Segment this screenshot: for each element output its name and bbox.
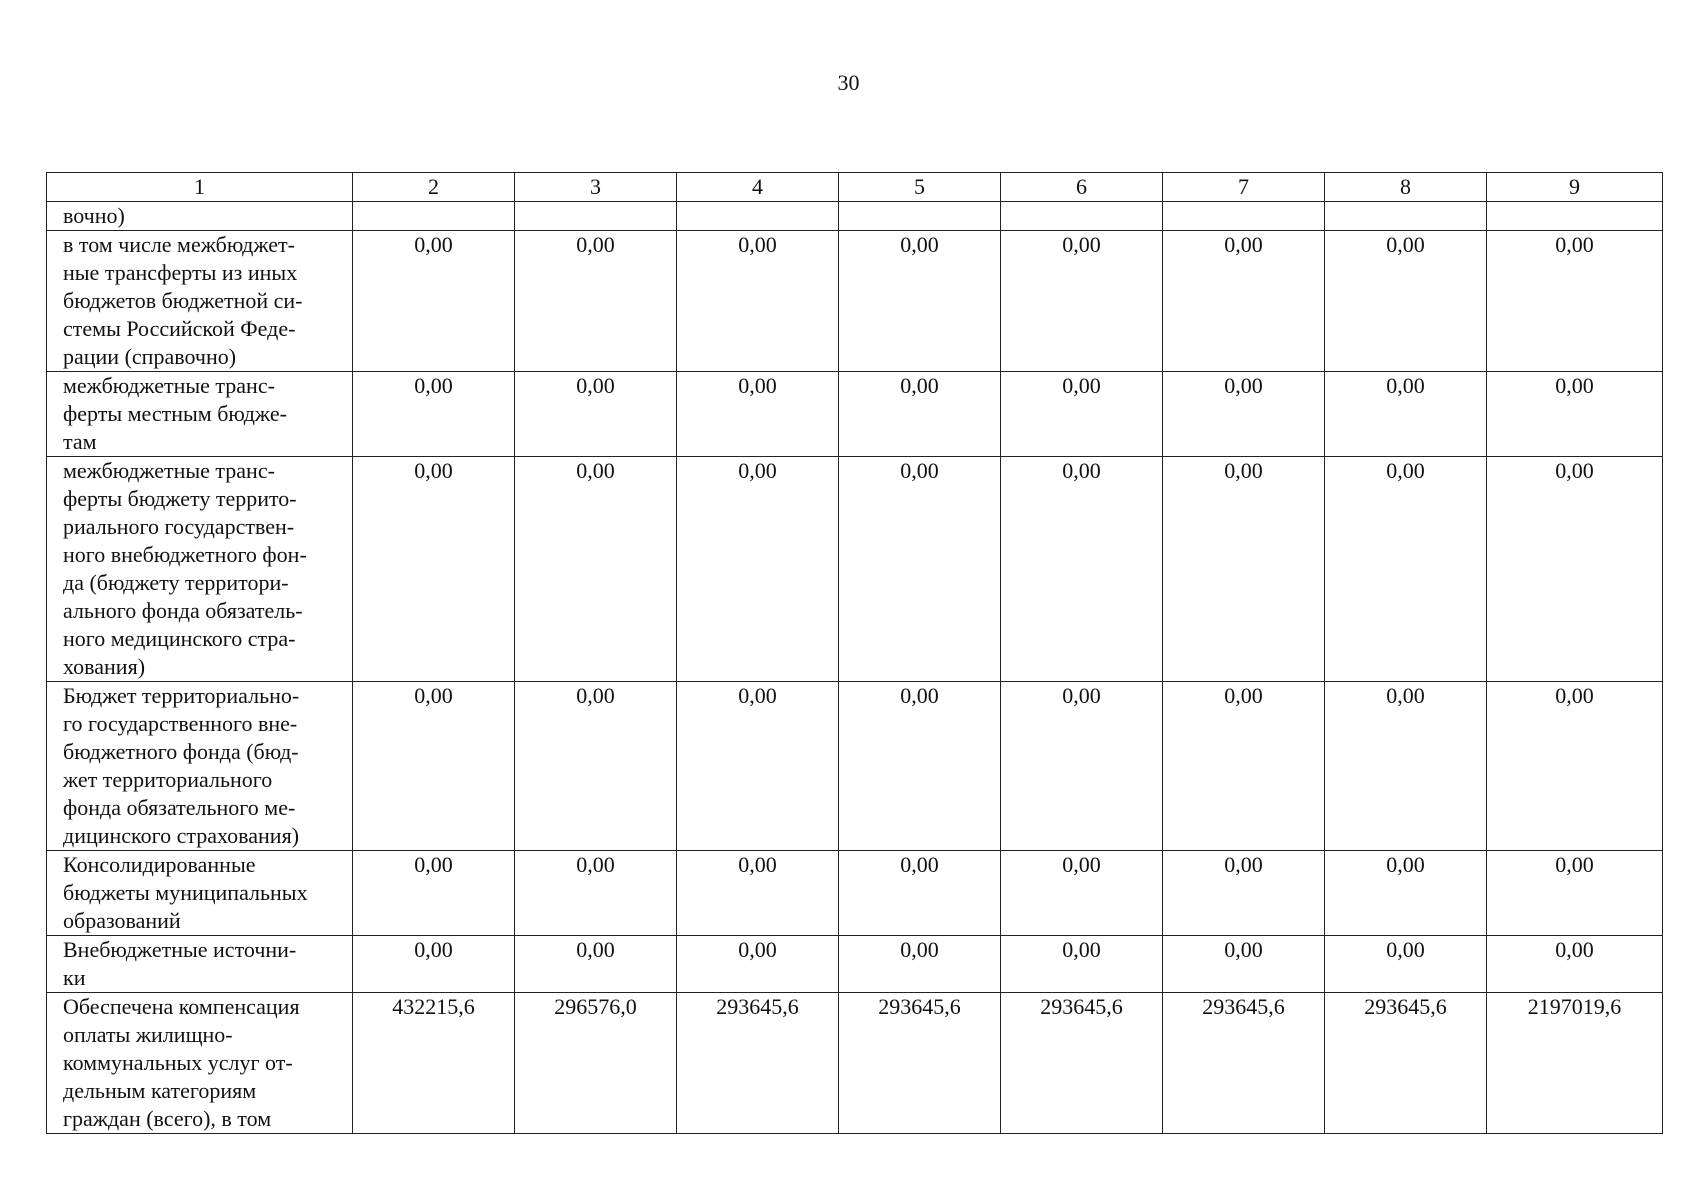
value-cell [839,202,1001,231]
table-row [47,231,1663,372]
value-cell: 0,00 [1001,682,1163,851]
value-cell: 0,00 [677,372,839,457]
table-header-row [47,173,1663,202]
value-cell: 0,00 [515,851,677,936]
table-body [47,202,1663,1134]
value-cell: 0,00 [1487,936,1663,993]
value-cell: 0,00 [1001,936,1163,993]
column-header: 6 [1001,173,1163,202]
value-cell: 0,00 [1487,682,1663,851]
value-cell: 296576,0 [515,993,677,1134]
value-cell: 0,00 [839,682,1001,851]
value-cell [1487,202,1663,231]
value-cell: 0,00 [1163,231,1325,372]
value-cell: 0,00 [677,231,839,372]
table-row [47,202,1663,231]
value-cell: 0,00 [1325,372,1487,457]
value-cell: 0,00 [1487,372,1663,457]
value-cell: 0,00 [839,372,1001,457]
value-cell: 0,00 [515,682,677,851]
value-cell: 0,00 [1325,851,1487,936]
value-cell: 0,00 [1163,936,1325,993]
column-header: 9 [1487,173,1663,202]
value-cell: 0,00 [1487,457,1663,682]
value-cell [1325,202,1487,231]
value-cell: 0,00 [353,231,515,372]
value-cell: 0,00 [1487,851,1663,936]
value-cell: 432215,6 [353,993,515,1134]
value-cell: 293645,6 [1163,993,1325,1134]
value-cell: 0,00 [839,851,1001,936]
table-row [47,851,1663,936]
value-cell: 0,00 [1325,936,1487,993]
value-cell: 293645,6 [677,993,839,1134]
value-cell: 0,00 [1163,457,1325,682]
value-cell [353,202,515,231]
row-label: Бюджет территориально- го государственного вне- бюджетного фонда (бюд- жет территориального фонда обязательного ме- дицинского страхования) [47,682,353,851]
value-cell: 0,00 [1163,851,1325,936]
value-cell: 0,00 [1163,682,1325,851]
value-cell: 0,00 [677,457,839,682]
row-label: Обеспечена компенсация оплаты жилищно- коммунальных услуг от- дельным категориям граждан (всего), в том [47,993,353,1134]
value-cell: 0,00 [1001,457,1163,682]
value-cell: 0,00 [1325,457,1487,682]
table-row [47,936,1663,993]
column-header: 5 [839,173,1001,202]
value-cell [1163,202,1325,231]
value-cell: 2197019,6 [1487,993,1663,1134]
value-cell: 0,00 [353,936,515,993]
value-cell: 0,00 [515,231,677,372]
value-cell [1001,202,1163,231]
value-cell: 0,00 [839,457,1001,682]
budget-table [46,172,1663,1134]
value-cell [515,202,677,231]
value-cell: 0,00 [1001,372,1163,457]
value-cell: 293645,6 [839,993,1001,1134]
column-header: 7 [1163,173,1325,202]
table-row [47,682,1663,851]
value-cell: 0,00 [515,936,677,993]
table-row [47,372,1663,457]
value-cell: 0,00 [677,851,839,936]
value-cell: 0,00 [1163,372,1325,457]
value-cell: 0,00 [353,682,515,851]
value-cell: 0,00 [1001,851,1163,936]
page-number: 30 [837,70,860,95]
column-header: 2 [353,173,515,202]
row-label: межбюджетные транс- ферты местным бюдже- там [47,372,353,457]
value-cell: 0,00 [1325,682,1487,851]
value-cell: 0,00 [353,851,515,936]
value-cell: 293645,6 [1325,993,1487,1134]
value-cell: 0,00 [677,936,839,993]
column-header: 4 [677,173,839,202]
value-cell: 0,00 [1001,231,1163,372]
value-cell: 0,00 [677,682,839,851]
row-label: межбюджетные транс- ферты бюджету террито- риального государствен- ного внебюджетного фон- да (бюджету территори- ального фонда обязатель- ного медицинского стра- хования) [47,457,353,682]
column-header: 1 [47,173,353,202]
value-cell: 0,00 [1487,231,1663,372]
row-label: вочно) [47,202,353,231]
value-cell: 0,00 [839,936,1001,993]
value-cell: 0,00 [515,457,677,682]
value-cell: 0,00 [353,372,515,457]
column-header: 8 [1325,173,1487,202]
value-cell: 0,00 [839,231,1001,372]
column-header: 3 [515,173,677,202]
table-row [47,457,1663,682]
row-label: в том числе межбюджет- ные трансферты из иных бюджетов бюджетной си- стемы Российской Феде- рации (справочно) [47,231,353,372]
value-cell: 0,00 [353,457,515,682]
value-cell: 0,00 [515,372,677,457]
value-cell: 0,00 [1325,231,1487,372]
table-row [47,993,1663,1134]
row-label: Внебюджетные источни- ки [47,936,353,993]
value-cell: 293645,6 [1001,993,1163,1134]
row-label: Консолидированные бюджеты муниципальных образований [47,851,353,936]
value-cell [677,202,839,231]
